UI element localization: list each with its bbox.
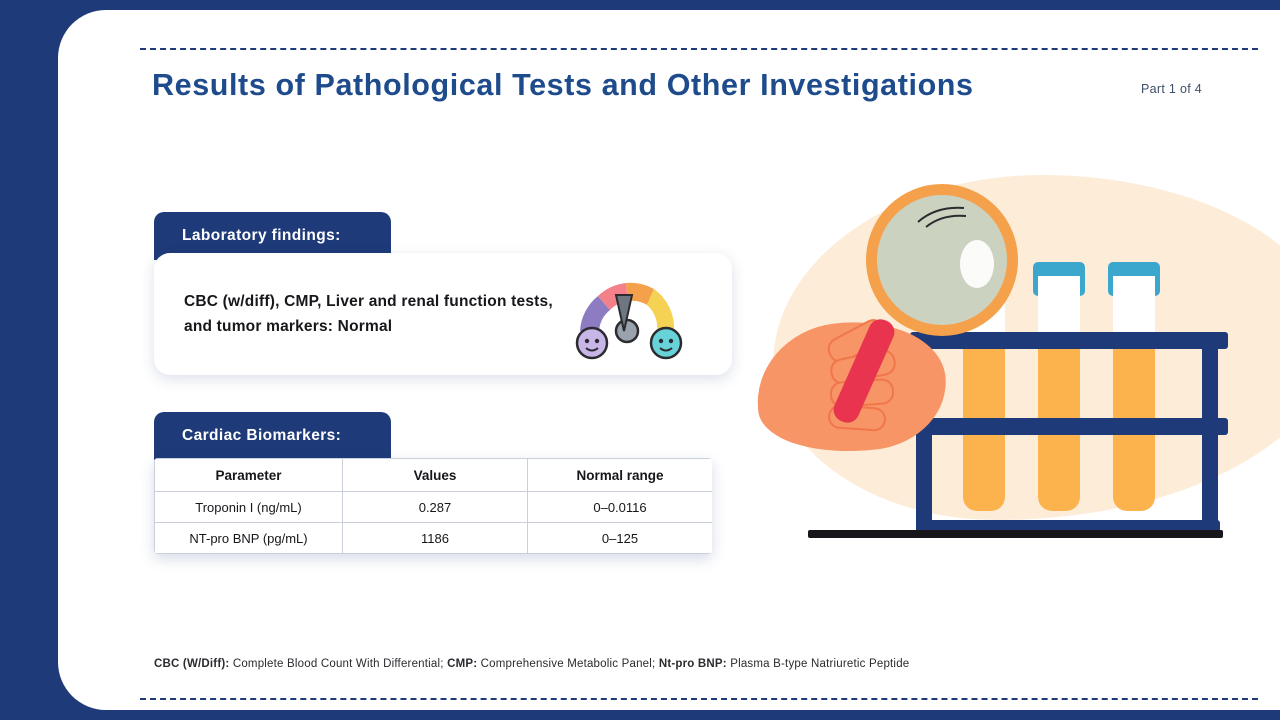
- rack-middle-bar: [910, 418, 1228, 435]
- table-header-row: [155, 459, 713, 492]
- test-tube: [1038, 276, 1080, 511]
- surface-line: [808, 530, 1223, 538]
- section-header-label: Cardiac Biomarkers:: [182, 427, 342, 444]
- column-header-normal-range: Normal range: [528, 459, 713, 492]
- section-header-cardiac-biomarkers: [154, 412, 391, 460]
- footnote-text-cbc: Complete Blood Count With Differential;: [229, 658, 448, 670]
- cell-normal-range: 0–0.0116: [528, 492, 713, 523]
- cell-value: 0.287: [343, 492, 528, 523]
- gauge-icon: [558, 269, 718, 361]
- footnote-abbr-cmp: CMP:: [447, 658, 478, 670]
- slide-card: [58, 10, 1280, 710]
- test-tube: [1113, 276, 1155, 511]
- laboratory-findings-panel: [154, 253, 732, 375]
- cardiac-biomarkers-table: [154, 458, 712, 554]
- rack-leg-right: [1202, 332, 1218, 532]
- column-header-parameter: Parameter: [155, 459, 343, 492]
- footnote-text-ntprobnp: Plasma B-type Natriuretic Peptide: [726, 658, 910, 670]
- dashed-divider-bottom: [140, 698, 1258, 700]
- part-indicator: Part 1 of 4: [1141, 82, 1202, 96]
- cardiac-biomarkers-table-wrapper: [154, 458, 712, 554]
- section-header-label: Laboratory findings:: [182, 227, 341, 244]
- magnifier-shine-lines: [914, 202, 974, 228]
- laboratory-findings-text: CBC (w/diff), CMP, Liver and renal function tests, and tumor markers: Normal: [184, 293, 553, 336]
- abbreviations-footnote: [154, 658, 1214, 670]
- rack-top-bar: [910, 332, 1228, 349]
- footnote-abbr-cbc: CBC (W/Diff):: [154, 658, 230, 670]
- cell-normal-range: 0–125: [528, 523, 713, 554]
- page-title: Results of Pathological Tests and Other Investigations: [152, 68, 974, 102]
- column-header-values: Values: [343, 459, 528, 492]
- dashed-divider-top: [140, 48, 1258, 50]
- footnote-text-cmp: Comprehensive Metabolic Panel;: [477, 658, 659, 670]
- cell-value: 1186: [343, 523, 528, 554]
- table-row: [155, 523, 713, 554]
- magnifier-highlight: [960, 240, 994, 288]
- cell-parameter: NT-pro BNP (pg/mL): [155, 523, 343, 554]
- cell-parameter: Troponin I (ng/mL): [155, 492, 343, 523]
- table-row: [155, 492, 713, 523]
- footnote-abbr-ntprobnp: Nt-pro BNP:: [658, 658, 727, 670]
- illustration-magnifying-glass-test-tubes: [718, 150, 1280, 570]
